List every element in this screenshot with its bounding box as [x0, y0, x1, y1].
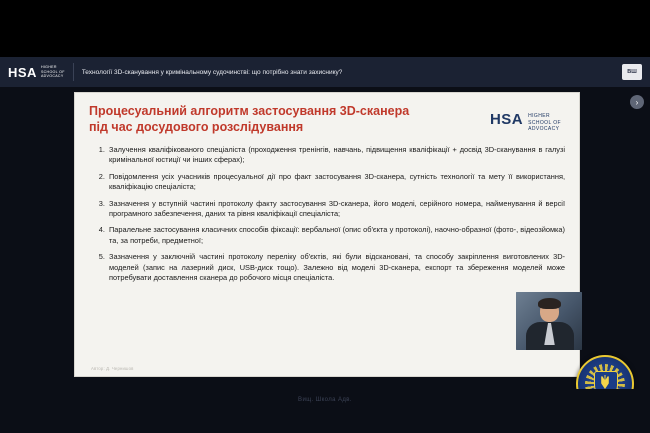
- hsa-logo-subtitle: [41, 65, 65, 79]
- list-item: 1. Залучення кваліфікованого спеціаліста (проходження тренінгів, навчань, підвищення кваліфікації + досвід 3D-сканування в галузі кримінальної юстиції чи інших сферах);: [107, 145, 565, 166]
- meeting-title: Технології 3D-сканування у кримінальному судочинстві: що потрібно знати захиснику?: [81, 68, 343, 76]
- slide-brand-sub-line1: HIGHER: [528, 113, 550, 119]
- list-item: 2. Повідомлення усіх учасників процесуальної дії про факт застосування 3D-сканера, сутність технології та мету її використання, кваліфікацію спеціаліста;: [107, 172, 565, 193]
- slide-title: Процесуальний алгоритм застосування 3D-сканера під час досудового розслідування: [89, 104, 410, 134]
- slide-brand-sub-line2: SCHOOL OF: [528, 119, 561, 126]
- list-item: 4. Паралельне застосування класичних способів фіксації: вербальної (опис об'єкта у протоколі), наочно-образної (фото-, відеозйомка) та, за потреби, предметної;: [107, 225, 565, 246]
- meeting-topbar: [0, 57, 650, 87]
- slide-brand-subtitle: [528, 111, 561, 133]
- hsa-logo-sub-line3: ADVOCACY: [40, 74, 64, 79]
- participant-avatar[interactable]: ВШ: [622, 64, 642, 80]
- speaker-video-tile[interactable]: [516, 292, 582, 350]
- list-item: 5. Зазначення у заключній частині протоколу переліку об'єктів, які були відскановані, та способу закріплення виготовлених 3D-моделей (запис на лазерний диск, USB-диск тощо). Залежно від моделі 3D-сканера, експорт та збереження моделей може потребувати доставлення сканера до робочого місця спеціаліста.: [107, 252, 565, 283]
- letterbox-top: [0, 0, 650, 57]
- meeting-content: [0, 87, 650, 433]
- hsa-logo-sub-line2: SCHOOL OF: [40, 69, 65, 74]
- speaker-hair: [538, 298, 561, 309]
- slide-brand-sub-line3: ADVOCACY: [528, 126, 560, 132]
- hsa-logo-mark: HSA: [8, 64, 37, 80]
- presentation-slide: [74, 92, 580, 377]
- slide-brand-logo: [490, 111, 561, 133]
- list-item: 3. Зазначення у вступній частині протоколу факту застосування 3D-сканера, його моделі, серійного номера, найменування й версії програмного забезпечення, даних та рівня кваліфікації спеціаліста;: [107, 199, 565, 220]
- next-slide-button[interactable]: ›: [630, 95, 644, 109]
- topbar-right-cluster: [622, 64, 642, 80]
- topbar-divider: [73, 63, 74, 81]
- bottom-label: Вищ. Школа Адв.: [298, 397, 352, 403]
- slide-list: [89, 145, 565, 283]
- bottom-strip: [0, 389, 650, 433]
- slide-header: [89, 103, 565, 135]
- slide-footnote: Автор: Д. Чернишов: [91, 366, 134, 371]
- hsa-logo: [8, 57, 65, 87]
- slide-brand-mark: HSA: [489, 111, 524, 128]
- hsa-logo-sub-line1: HIGHER: [40, 65, 57, 70]
